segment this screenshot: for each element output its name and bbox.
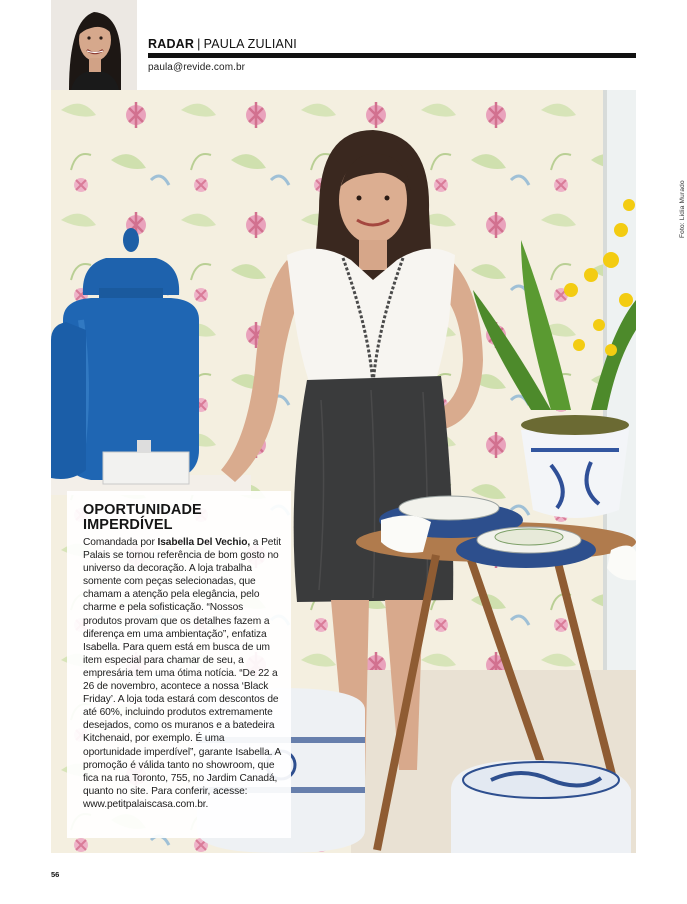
columnist-avatar	[51, 0, 137, 90]
header-rule	[148, 53, 636, 58]
page-number: 56	[51, 870, 60, 879]
article-title: OPORTUNIDADE IMPERDÍVEL	[83, 502, 202, 533]
author-name: PAULA ZULIANI	[203, 37, 297, 51]
article-lead-prefix: Comandada por	[83, 537, 158, 548]
header-separator: |	[197, 37, 201, 51]
article-body	[83, 536, 282, 811]
article-body-text: a Petit Palais se tornou referência de bom gosto no universo da decoração. A loja trabalha somente com peças selecionadas, que chamam a atenção pela elegância, pelo charme e pela sofisticação. “Nossos produtos provam que os detalhes fazem a diferença em uma ambientação”, enfatiza Isabella. Para quem está em busca de um item especial para chamar de seu, a empresária tem uma ótima notícia. “De 22 a 26 de novembro, acontece a nossa ‘Black Friday’. A loja toda estará com descontos de até 60%, incluindo produtos extremamente desejados, como os muranos e a batedeira Kitchenaid, por exemplo. É uma oportunidade imperdível”, garante Isabella. A promoção é válida tanto no showroom, que fica na rua Toronto, 755, no Jardim Canadá, quanto no site. Para conferir, acesse: www.petitpalaiscasa.com.br.	[83, 537, 281, 810]
author-email[interactable]: paula@revide.com.br	[148, 62, 246, 73]
column-header-line	[148, 37, 636, 52]
section-name: RADAR	[148, 37, 195, 51]
photo-credit: Foto: Lidia Murado	[679, 180, 686, 238]
article-textbox	[67, 491, 291, 838]
article-lead-name: Isabella Del Vechio,	[157, 537, 251, 548]
column-header	[148, 37, 636, 73]
